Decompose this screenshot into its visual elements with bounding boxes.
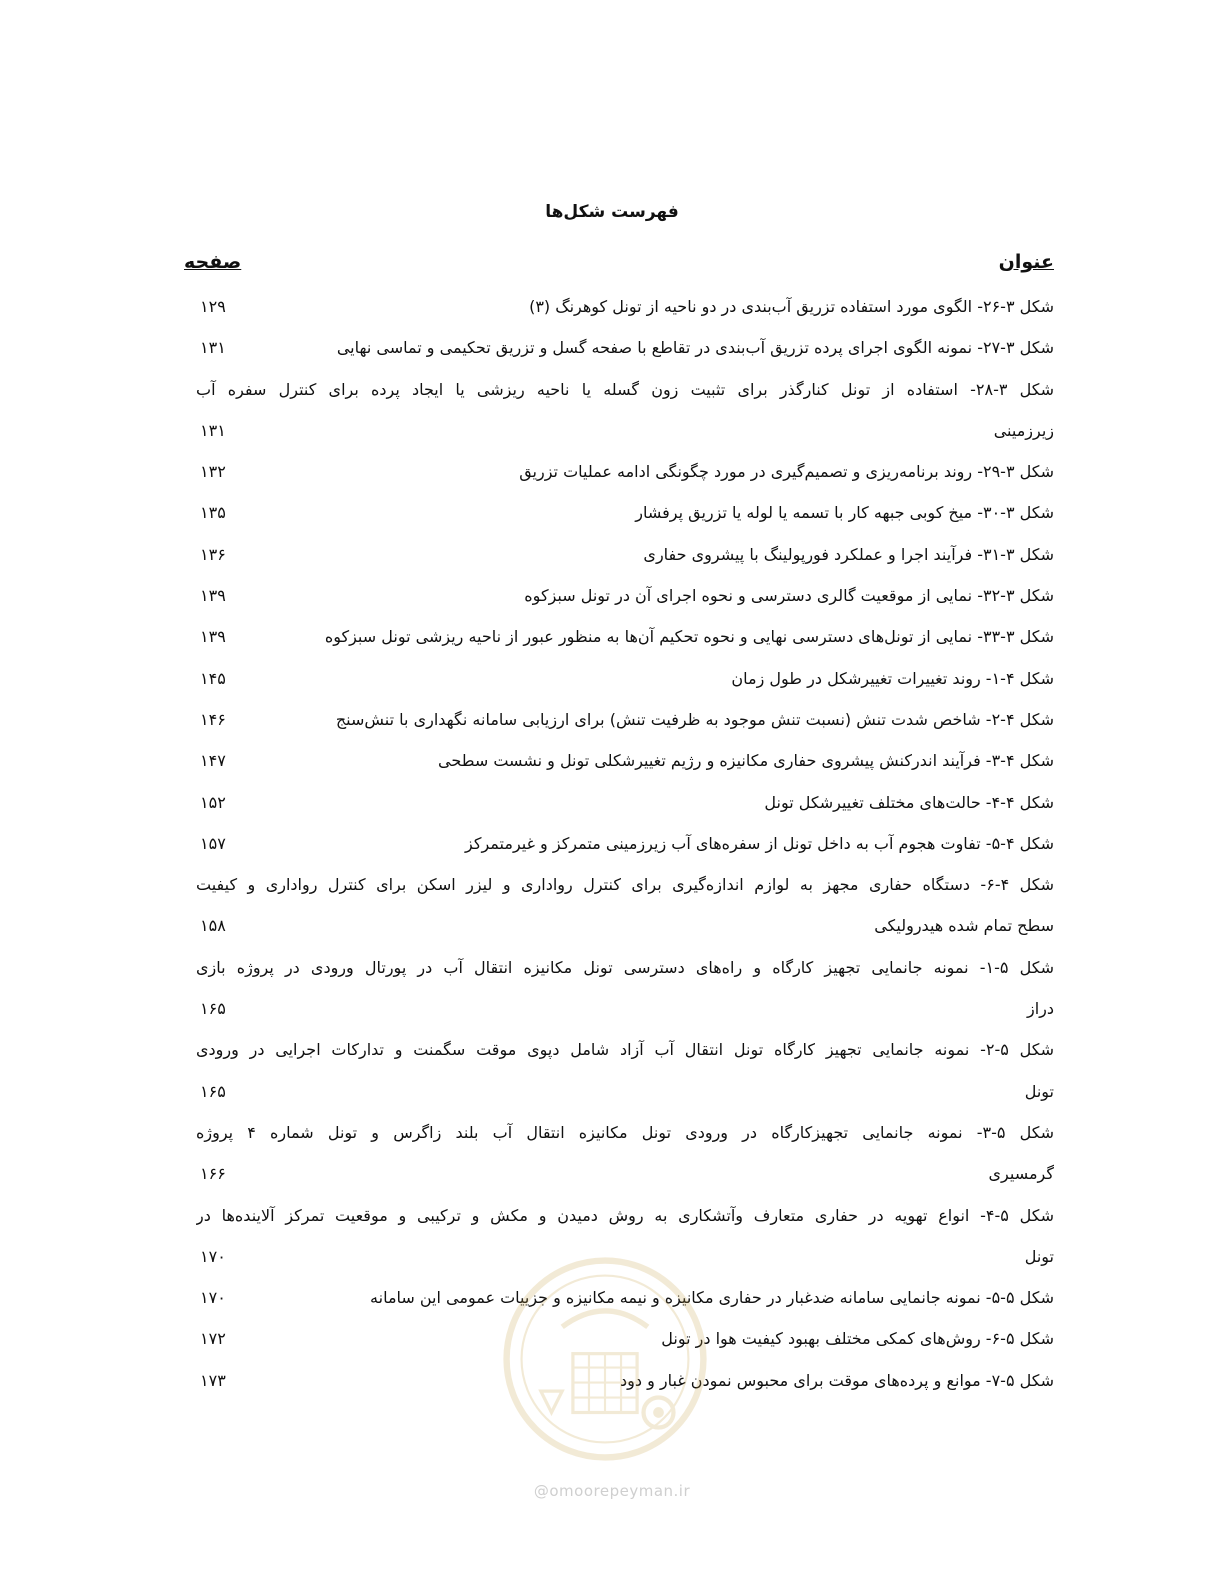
- figure-caption-line: شکل ۵-۱- نمونه جانمایی تجهیز کارگاه و راه‌های دسترسی تونل مکانیزه انتقال آب در پورتال ورودی در پروژه بازی: [196, 957, 1054, 977]
- figure-entry: [196, 451, 1054, 492]
- footer-website: @omoorepeyman.ir: [533, 1482, 691, 1500]
- figure-caption-line: سطح تمام شده هیدرولیکی: [874, 916, 1054, 936]
- figure-caption-line: شکل ۵-۳- نمونه جانمایی تجهیزکارگاه در ورودی تونل مکانیزه انتقال آب بلند زاگرس و تونل شماره ۴ پروژه: [196, 1122, 1054, 1142]
- page-number: ۱۷۰: [200, 1288, 226, 1308]
- figure-caption-line: شکل ۳-۳۱- فرآیند اجرا و عملکرد فورپولینگ با پیشروی حفاری: [643, 544, 1054, 564]
- page-number: ۱۶۵: [200, 1081, 226, 1101]
- page-number: ۱۲۹: [200, 297, 226, 316]
- figure-entry: [196, 658, 1054, 699]
- figure-caption-line: شکل ۳-۲۶- الگوی مورد استفاده تزریق آب‌بندی در دو ناحیه از تونل کوهرنگ (۳): [529, 297, 1054, 316]
- figure-entry: [196, 864, 1054, 947]
- figure-caption-line: شکل ۴-۳- فرآیند اندرکنش پیشروی حفاری مکانیزه و رژیم تغییرشکلی تونل و نشست سطحی: [438, 751, 1054, 771]
- page-number: ۱۵۷: [200, 833, 226, 853]
- figure-list: [196, 286, 1054, 1401]
- figure-caption-line: شکل ۳-۲۸- استفاده از تونل کنارگذر برای تثبیت زون گسله یا ناحیه ریزشی یا ایجاد پرده برای کنترل سفره آب: [196, 379, 1054, 399]
- figure-caption-line: شکل ۴-۵- تفاوت هجوم آب به داخل تونل از سفره‌های آب زیرزمینی متمرکز و غیرمتمرکز: [465, 833, 1054, 853]
- page-number: ۱۳۲: [200, 462, 226, 482]
- figure-caption-line: زیرزمینی: [993, 420, 1054, 440]
- column-header-page: صفحه: [184, 251, 242, 273]
- figure-caption-line: شکل ۵-۵- نمونه جانمایی سامانه ضدغبار در حفاری مکانیزه و نیمه مکانیزه و جزییات عمومی این سامانه: [370, 1288, 1054, 1308]
- page-number: ۱۷۲: [200, 1329, 226, 1349]
- page-number: ۱۷۰: [200, 1246, 226, 1266]
- page-number: ۱۳۶: [200, 544, 226, 564]
- figure-caption-line: شکل ۴-۴- حالت‌های مختلف تغییرشکل تونل: [764, 792, 1054, 812]
- figure-caption-line: شکل ۵-۴- انواع تهویه در حفاری متعارف وآتشکاری به روش دمیدن و مکش و ترکیبی و موقعیت تمرکز آلاینده‌ها در: [196, 1205, 1054, 1225]
- page-number: ۱۶۵: [200, 999, 226, 1019]
- page-number: ۱۴۷: [200, 751, 226, 771]
- figure-entry: [196, 1029, 1054, 1112]
- page-number: ۱۳۱: [200, 420, 226, 440]
- column-header-title: عنوان: [998, 251, 1054, 273]
- figure-entry: [196, 286, 1054, 327]
- figure-caption-line: شکل ۴-۱- روند تغییرات تغییرشکل در طول زمان: [731, 668, 1054, 688]
- page-number: ۱۳۹: [200, 586, 226, 606]
- figure-caption-line: شکل ۴-۲- شاخص شدت تنش (نسبت تنش موجود به ظرفیت تنش) برای ارزیابی سامانه نگهداری با تنش‌سنج: [335, 709, 1054, 729]
- page-number: ۱۳۵: [200, 503, 226, 523]
- page-number: ۱۳۱: [200, 338, 226, 358]
- page-number: ۱۵۲: [200, 792, 226, 812]
- figure-caption-line: شکل ۳-۳۰- میخ کوبی جبهه کار با تسمه یا لوله یا تزریق پرفشار: [635, 503, 1054, 523]
- figure-entry: [196, 369, 1054, 452]
- figure-caption-line: شکل ۵-۷- موانع و پرده‌های موقت برای محبوس نمودن غبار و دود: [620, 1370, 1054, 1390]
- figure-caption-line: شکل ۵-۶- روش‌های کمکی مختلف بهبود کیفیت هوا در تونل: [661, 1329, 1054, 1349]
- figure-entry: [196, 823, 1054, 864]
- document-title: فهرست شکل‌ها: [545, 202, 679, 222]
- page-number: ۱۴۶: [200, 709, 226, 729]
- figure-caption-line: شکل ۳-۲۹- روند برنامه‌ریزی و تصمیم‌گیری در مورد چگونگی ادامه عملیات تزریق: [519, 462, 1054, 482]
- page-number: ۱۴۵: [200, 668, 226, 688]
- figure-entry: [196, 616, 1054, 657]
- figure-entry: [196, 492, 1054, 533]
- figure-entry: [196, 947, 1054, 1030]
- figure-caption-line: شکل ۵-۲- نمونه جانمایی تجهیز کارگاه تونل انتقال آب آزاد شامل دپوی موقت سگمنت و تدارکات اجرایی در ورودی: [196, 1040, 1054, 1060]
- figure-entry: [196, 575, 1054, 616]
- figure-caption-line: شکل ۳-۲۷- نمونه الگوی اجرای پرده تزریق آب‌بندی در تقاطع با صفحه گسل و تزریق تحکیمی و تماسی نهایی: [336, 338, 1054, 358]
- publisher-seal-watermark: [498, 1252, 712, 1466]
- figure-caption-line: تونل: [1024, 1081, 1054, 1101]
- figure-caption-line: دراز: [1026, 999, 1054, 1019]
- page-number: ۱۶۶: [200, 1164, 226, 1184]
- figure-caption-line: شکل ۳-۳۲- نمایی از موقعیت گالری دسترسی و نحوه اجرای آن در تونل سبزکوه: [524, 586, 1054, 606]
- page-number: ۱۳۹: [200, 627, 226, 647]
- figure-entry: [196, 740, 1054, 781]
- page-number: ۱۵۸: [200, 916, 226, 936]
- figure-entry: [196, 1112, 1054, 1195]
- figure-caption-line: گرمسیری: [988, 1164, 1054, 1184]
- figure-entry: [196, 327, 1054, 368]
- figure-entry: [196, 699, 1054, 740]
- figure-caption-line: شکل ۴-۶- دستگاه حفاری مجهز به لوازم اندازه‌گیری برای کنترل رواداری و لیزر اسکن برای کنترل رواداری و کیفیت: [196, 875, 1054, 895]
- figure-caption-line: شکل ۳-۳۳- نمایی از تونل‌های دسترسی نهایی و نحوه تحکیم آن‌ها به منظور عبور از ناحیه ریزشی تونل سبزکوه: [324, 627, 1054, 647]
- figure-entry: [196, 534, 1054, 575]
- figure-entry: [196, 782, 1054, 823]
- page-number: ۱۷۳: [200, 1370, 226, 1390]
- figure-caption-line: تونل: [1024, 1246, 1054, 1266]
